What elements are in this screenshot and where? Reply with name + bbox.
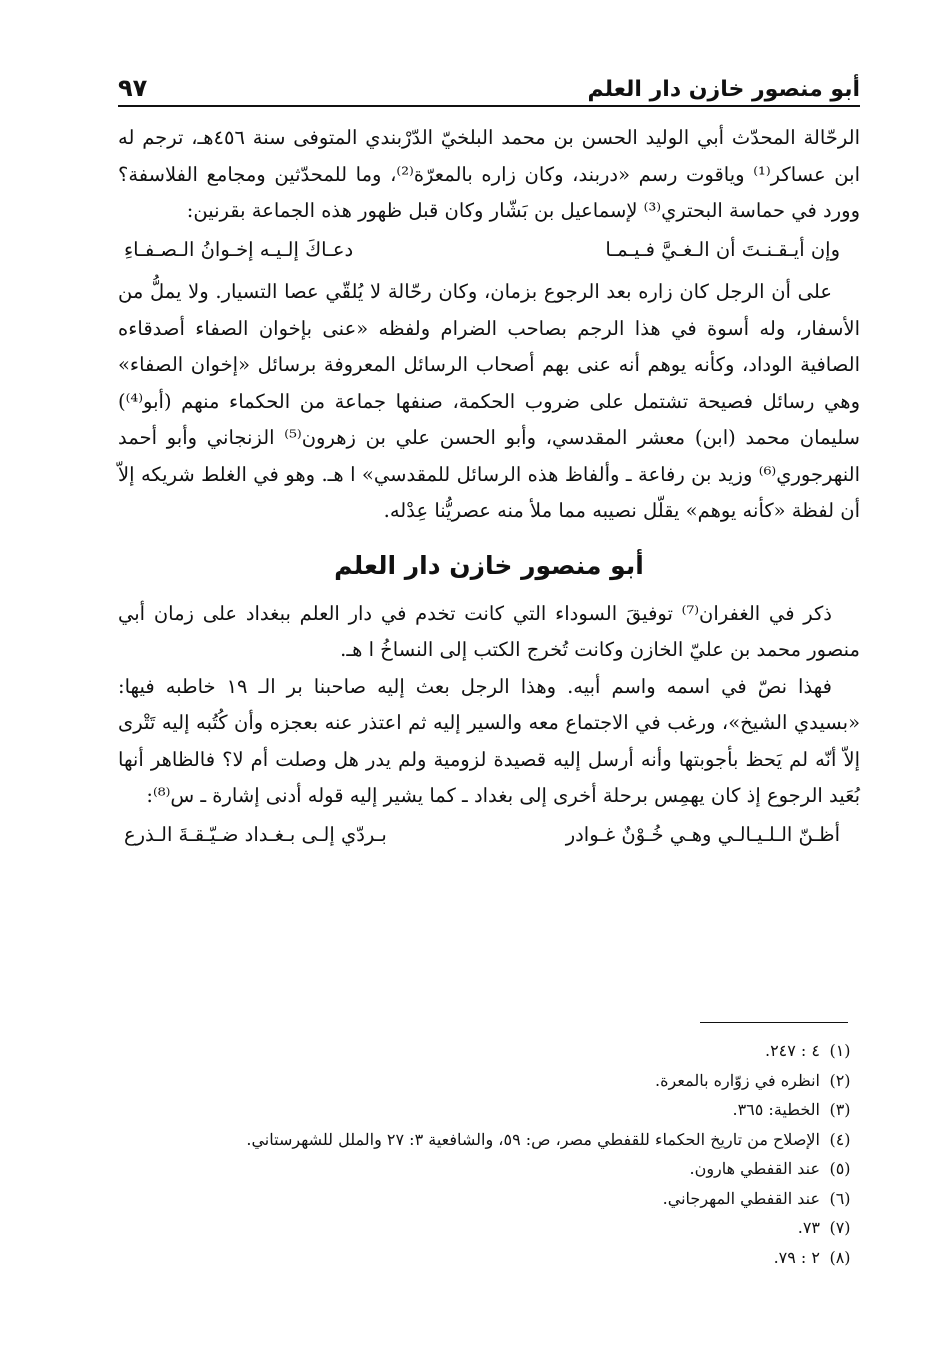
footnote bbox=[118, 1095, 860, 1125]
verse-2-second-hemistich: بـردّي إلـى بـغـداد ضـيّـقـةَ الـذرع bbox=[124, 822, 387, 846]
footnote-number: (٦) bbox=[829, 1188, 851, 1208]
footnote bbox=[118, 1213, 860, 1243]
paragraph-2: على أن الرجل كان زاره بعد الرجوع بزمان، وكان رحّالة لا يُلقّي عصا التسيار. ولا يملُّ من الأسفار، وله أسوة في هذا الرجم بصاحب الضرام ولفظه «عنى بإخوان الصفاء أصدقاءه الصافية الوداد، وكأنه يوهم أنه عنى بهم أصحاب الرسائل المعروفة برسائل «إخوان الصفاء» وهي رسائل فصيحة تشتمل على ضروب الحكمة، صنفها جماعة من الحكماء منهم (أبو⁽⁴⁾) سليمان محمد (ابن) معشر المقدسي، وأبو الحسن علي بن زهرون⁽⁵⁾ الزنجاني وأبو أحمد النهرجوري⁽⁶⁾ وزيد بن رفاعة ـ وألفاظ هذه الرسائل للمقدسي» ا هـ. وهو في الغلط شريكه إلاّ أن لفظة «كأنه يوهم» يقلّل نصيبه مما ملأ منه عصريُّنا عِدْله. bbox=[118, 280, 860, 522]
footnote bbox=[118, 1066, 860, 1096]
footnote-text: ٧٣. bbox=[797, 1218, 820, 1237]
footnote bbox=[118, 1243, 860, 1273]
footnote bbox=[118, 1154, 860, 1184]
footnote-text: الإصلاح من تاريخ الحكماء للقفطي مصر، ص: ٥٩، والشافعية ٣: ٢٧ والملل للشهرستاني. bbox=[246, 1129, 820, 1149]
footnote-text: عند القفطي هارون. bbox=[689, 1159, 820, 1178]
section-title: أبو منصور خازن دار العلم bbox=[334, 550, 644, 580]
footnote-number: (٨) bbox=[829, 1247, 851, 1267]
page-number: ٩٧ bbox=[118, 74, 148, 102]
footnote-number: (٤) bbox=[829, 1129, 851, 1149]
footnote-number: (٥) bbox=[829, 1159, 851, 1178]
footnote-number: (٧) bbox=[829, 1218, 851, 1237]
footnote-text: ٤ : ٢٤٧. bbox=[764, 1041, 820, 1060]
footnote-text: ٢ : ٧٩. bbox=[773, 1247, 820, 1267]
verse-2 bbox=[118, 817, 860, 854]
footnote bbox=[118, 1125, 860, 1155]
footnote-number: (٢) bbox=[829, 1070, 851, 1090]
verse-2-first-hemistich: أظـنّ الـلـيـالـي وهـي خُـوْنٌ غـوادر bbox=[565, 822, 840, 846]
footnote-number: (٣) bbox=[829, 1100, 851, 1119]
paragraph-3: ذكر في الغفران⁽⁷⁾ توفيقَ السوداء التي كانت تخدم في دار العلم ببغداد على زمان أبي منصور محمد بن عليّ الخازن وكانت تُخرج الكتب إلى النساخُ ا هـ. bbox=[118, 601, 860, 661]
footnote-text: الخطية: ٣٦٥. bbox=[732, 1100, 820, 1119]
running-title: أبو منصور خازن دار العلم bbox=[587, 77, 860, 102]
paragraph-4: فهذا نصّ في اسمه واسم أبيه. وهذا الرجل بعث إليه صاحبنا بر الـ ١٩ خاطبه فيها: «بسيدي الشيخ»، ورغب في الاجتماع معه والسير إليه ثم اعتذر عنه بعجزه وأن كُتُبه إليه تَتْرى إلاّ أنّه لم يَحظ بأجوبتها وأنه أرسل إليه قصيدة لزومية ولم يدر هل وصلت أم لا؟ فالظاهر أنها بُعَيد الرجوع إذ كان يهمِس برحلة أخرى إلى بغداد ـ كما يشير إليه قوله أدنى إشارة ـ س⁽⁸⁾: bbox=[118, 674, 860, 807]
main-text bbox=[118, 120, 860, 859]
header-rule bbox=[118, 105, 860, 107]
footnote-text: انظره في زوّاره بالمعرة. bbox=[655, 1070, 820, 1090]
page-header bbox=[118, 62, 860, 102]
footnote bbox=[118, 1184, 860, 1214]
verse-1 bbox=[118, 232, 860, 269]
verse-1-first-hemistich: وإن أيـقـنـتَ أن الـغـيَّ فـيـمـا bbox=[605, 237, 840, 261]
footnote bbox=[118, 1036, 860, 1066]
footnote-text: عند القفطي المهرجاني. bbox=[662, 1188, 820, 1208]
footnote-number: (١) bbox=[829, 1041, 851, 1060]
footnote-rule bbox=[700, 1022, 848, 1023]
verse-1-second-hemistich: دعـاكَ إلـيـه إخـوانُ الـصـفـاءِ bbox=[124, 237, 354, 261]
footnotes bbox=[118, 1036, 860, 1272]
paragraph-1: الرحّالة المحدّث أبي الوليد الحسن بن محمد البلخيّ الدّرْبندي المتوفى سنة ٤٥٦هـ، ترجم له ابن عساكر⁽¹⁾ وياقوت رسم «دربند، وكان زاره بالمعرّة⁽²⁾، وما للمحدّثين ومجامع الفلاسفة؟ وورد في حماسة البحتري⁽³⁾ لإسماعيل بن بَشّار وكان قبل ظهور هذه الجماعة بقرنين: bbox=[118, 126, 860, 222]
